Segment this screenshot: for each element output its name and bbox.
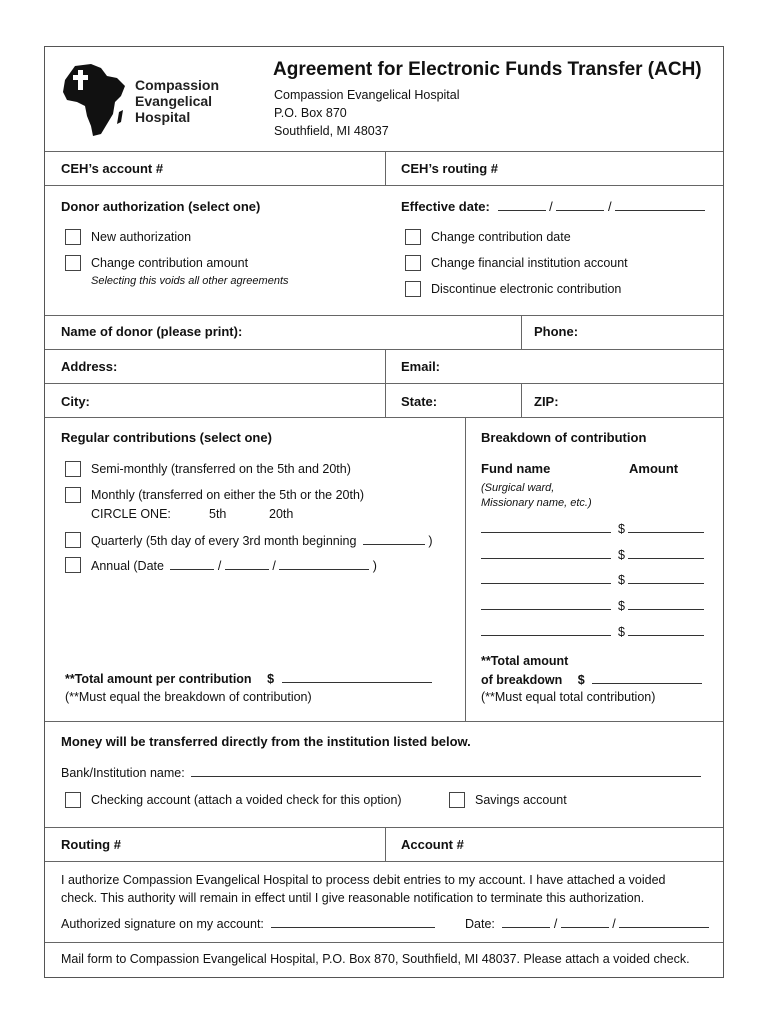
quarterly-blank[interactable] [363, 533, 425, 545]
quarterly-checkbox[interactable] [65, 532, 81, 548]
phone-label: Phone: [534, 324, 579, 339]
ceh-account-label: CEH’s account # [61, 161, 164, 176]
breakdown-row[interactable] [481, 572, 704, 587]
annual-checkbox[interactable] [65, 557, 81, 573]
effective-year-blank[interactable] [615, 199, 705, 211]
signature-label: Authorized signature on my account: [61, 917, 264, 931]
logo-line-2: Evangelical [135, 93, 213, 109]
signature-date-row[interactable]: Date: / / [465, 916, 709, 931]
dollar-sign: $ [617, 599, 625, 613]
circle-20th-option[interactable]: 20th [269, 507, 294, 521]
new-authorization-label: New authorization [91, 230, 192, 244]
institution-label: Bank/Institution name: [61, 766, 185, 780]
total-per-contribution-label: **Total amount per contribution [65, 672, 252, 686]
change-date-checkbox[interactable] [405, 229, 421, 245]
change-institution-checkbox[interactable] [405, 255, 421, 271]
annual-day-blank[interactable] [225, 558, 269, 570]
breakdown-label: Breakdown of contribution [481, 430, 647, 445]
change-amount-label: Change contribution amount [91, 256, 249, 270]
total-breakdown-row[interactable] [481, 672, 702, 687]
breakdown-row[interactable] [481, 598, 704, 613]
sig-month-blank[interactable] [502, 916, 550, 928]
address-label: Address: [61, 359, 118, 374]
total-breakdown-line-1: **Total amount [481, 654, 569, 668]
discontinue-checkbox[interactable] [405, 281, 421, 297]
effective-day-blank[interactable] [556, 199, 604, 211]
total-breakdown-label: of breakdown [481, 673, 563, 687]
breakdown-row[interactable] [481, 547, 704, 562]
hospital-address [274, 86, 460, 140]
monthly-label: Monthly (transferred on either the 5th or the 20th) [91, 488, 365, 502]
change-amount-checkbox[interactable] [65, 255, 81, 271]
amount-blank[interactable] [628, 598, 704, 610]
donor-name-label: Name of donor (please print): [61, 324, 243, 339]
zip-label: ZIP: [534, 394, 559, 409]
dollar-sign: $ [617, 522, 625, 536]
void-note: Selecting this voids all other agreements [91, 275, 289, 287]
address-line-2: P.O. Box 870 [274, 106, 347, 120]
hint-line-1: (Surgical ward, [481, 482, 555, 494]
semi-monthly-checkbox[interactable] [65, 461, 81, 477]
logo-name [135, 77, 219, 125]
dollar-sign: $ [267, 672, 275, 686]
amount-blank[interactable] [628, 572, 704, 584]
donor-auth-label: Donor authorization (select one) [61, 199, 261, 214]
effective-date-label: Effective date: [401, 199, 490, 214]
effective-date-row[interactable]: Effective date: / / [401, 199, 705, 214]
city-label: City: [61, 394, 90, 409]
institution-blank[interactable] [191, 765, 701, 777]
form-title: Agreement for Electronic Funds Transfer (ACH) [273, 59, 702, 80]
fund-blank[interactable] [481, 521, 611, 533]
breakdown-row[interactable] [481, 521, 704, 536]
fund-blank[interactable] [481, 572, 611, 584]
address-line-3: Southfield, MI 48037 [274, 124, 389, 138]
monthly-checkbox[interactable] [65, 487, 81, 503]
new-authorization-checkbox[interactable] [65, 229, 81, 245]
bank-heading: Money will be transferred directly from the institution listed below. [61, 734, 471, 749]
dollar-sign: $ [617, 625, 625, 639]
logo-line-1: Compassion [135, 77, 220, 93]
dollar-sign: $ [617, 548, 625, 562]
signature-blank[interactable] [271, 916, 435, 928]
fund-name-hint [481, 481, 592, 511]
authorization-line-2: check. This authority will remain in effect until I give reasonable notification to terminate this authorization. [61, 891, 645, 905]
logo-line-3: Hospital [135, 109, 191, 125]
email-label: Email: [401, 359, 441, 374]
quarterly-row[interactable]: Quarterly (5th day of every 3rd month beginning ) [91, 534, 433, 548]
total-breakdown-note: (**Must equal total contribution) [481, 690, 656, 704]
sig-year-blank[interactable] [619, 916, 709, 928]
checking-label: Checking account (attach a voided check for this option) [91, 793, 402, 807]
fund-blank[interactable] [481, 624, 611, 636]
fund-blank[interactable] [481, 547, 611, 559]
signature-row[interactable] [61, 916, 435, 931]
quarterly-label: Quarterly (5th day of every 3rd month beginning [91, 534, 357, 548]
change-institution-label: Change financial institution account [431, 256, 628, 270]
ceh-routing-label: CEH’s routing # [401, 161, 499, 176]
amount-blank[interactable] [628, 624, 704, 636]
address-line-1: Compassion Evangelical Hospital [274, 88, 460, 102]
change-date-label: Change contribution date [431, 230, 571, 244]
total-breakdown-blank[interactable] [592, 672, 702, 684]
amount-header: Amount [629, 461, 679, 476]
total-per-contribution-note: (**Must equal the breakdown of contribution) [65, 690, 312, 704]
total-per-contribution-row[interactable] [65, 671, 432, 686]
amount-blank[interactable] [628, 547, 704, 559]
annual-row[interactable]: Annual (Date / / ) [91, 559, 377, 573]
annual-year-blank[interactable] [279, 558, 369, 570]
state-label: State: [401, 394, 438, 409]
checking-checkbox[interactable] [65, 792, 81, 808]
institution-row[interactable] [61, 765, 701, 780]
routing-label: Routing # [61, 837, 121, 852]
signature-date-label: Date: [465, 917, 495, 931]
total-per-contribution-blank[interactable] [282, 671, 432, 683]
discontinue-label: Discontinue electronic contribution [431, 282, 622, 296]
annual-label: Annual (Date [91, 559, 164, 573]
authorization-line-1: I authorize Compassion Evangelical Hospital to process debit entries to my account. I have attached a voided [61, 873, 666, 887]
sig-day-blank[interactable] [561, 916, 609, 928]
dollar-sign: $ [577, 673, 585, 687]
effective-month-blank[interactable] [498, 199, 546, 211]
breakdown-row[interactable] [481, 624, 704, 639]
savings-checkbox[interactable] [449, 792, 465, 808]
circle-5th-option[interactable]: 5th [209, 507, 227, 521]
dollar-sign: $ [617, 573, 625, 587]
circle-one-label: CIRCLE ONE: [91, 507, 171, 521]
semi-monthly-label: Semi-monthly (transferred on the 5th and 20th) [91, 462, 351, 476]
fund-name-header: Fund name [481, 461, 551, 476]
mail-instructions: Mail form to Compassion Evangelical Hospital, P.O. Box 870, Southfield, MI 48037. Please attach a voided check. [61, 952, 690, 966]
hint-line-2: Missionary name, etc.) [481, 497, 592, 509]
amount-blank[interactable] [628, 521, 704, 533]
account-label: Account # [401, 837, 464, 852]
africa-cross-logo [61, 62, 127, 138]
fund-blank[interactable] [481, 598, 611, 610]
savings-label: Savings account [475, 793, 567, 807]
ach-form [44, 46, 724, 978]
annual-month-blank[interactable] [170, 558, 214, 570]
regular-contributions-label: Regular contributions (select one) [61, 430, 272, 445]
